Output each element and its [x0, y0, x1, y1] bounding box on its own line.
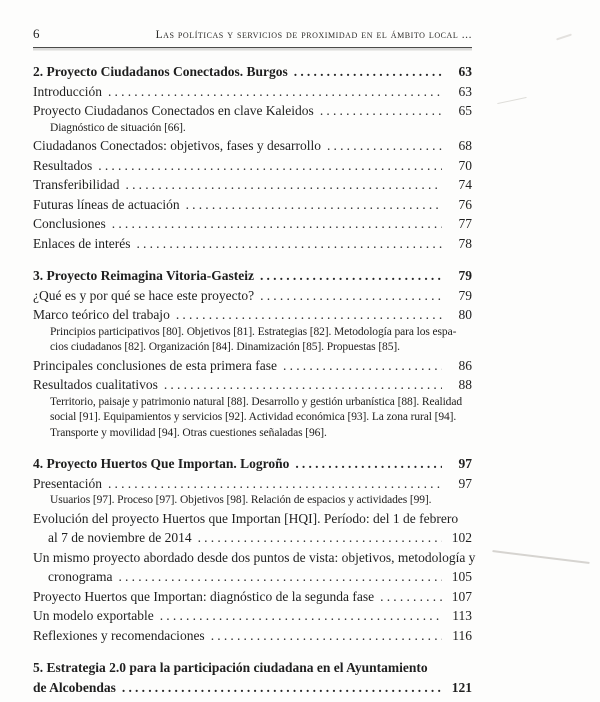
toc-subentry: Usuarios [97]. Proceso [97]. Objetivos [98]. Relación de espacios y actividades [99]. — [50, 494, 432, 506]
toc-entry-label: Ciudadanos Conectados: objetivos, fases y desarrollo — [33, 138, 321, 153]
toc-entry-label: Resultados — [33, 157, 93, 173]
toc-entry — [33, 454, 472, 474]
toc-entry-label: Enlaces de interés — [33, 235, 131, 251]
toc-page-number: 121 — [451, 679, 472, 695]
dot-leader — [198, 528, 442, 548]
toc-entry-label: cronograma — [48, 569, 113, 584]
toc-entry-label: de Alcobendas — [33, 679, 116, 695]
dot-leader — [211, 626, 442, 646]
scan-artifact — [556, 34, 572, 41]
toc-page-number: 113 — [452, 608, 472, 623]
toc-entry-label: Evolución del proyecto Huertos que Importan [HQI]. Período: del 1 de febrero — [33, 510, 459, 526]
dot-leader — [160, 606, 442, 626]
toc-page-number: 107 — [451, 588, 472, 604]
dot-leader — [108, 82, 442, 102]
toc-page-number: 88 — [458, 377, 472, 392]
toc-page-number: 116 — [452, 627, 472, 643]
dot-leader — [126, 175, 443, 195]
dot-leader — [260, 266, 442, 286]
page-number: 6 — [33, 26, 40, 41]
toc — [33, 62, 476, 697]
toc-entry — [33, 305, 472, 325]
toc-entry-label: al 7 de noviembre de 2014 — [48, 530, 192, 545]
toc-page-number: 97 — [458, 475, 472, 491]
dot-leader — [283, 356, 442, 376]
toc-entry-label: Transferibilidad — [33, 177, 120, 192]
toc-entry — [33, 509, 472, 529]
toc-entry — [33, 548, 476, 568]
toc-entry-label: ¿Qué es y por qué se hace este proyecto? — [33, 287, 255, 303]
dot-leader — [176, 305, 442, 325]
toc-page-number: 78 — [458, 235, 472, 251]
dot-leader — [380, 587, 442, 607]
toc-entry-label: 2. Proyecto Ciudadanos Conectados. Burgos — [33, 64, 288, 79]
toc-entry-label: Conclusiones — [33, 216, 106, 231]
toc-entry — [33, 266, 472, 286]
scan-artifact — [492, 550, 589, 564]
toc-page-number: 80 — [458, 307, 472, 322]
toc-entry — [33, 101, 472, 121]
toc-entry — [33, 195, 472, 215]
toc-entry-label: Un mismo proyecto abordado desde dos puntos de vista: objetivos, metodología y — [33, 549, 476, 565]
dot-leader — [294, 62, 442, 82]
toc-entry-label: Futuras líneas de actuación — [33, 196, 180, 212]
toc-entry — [33, 234, 472, 254]
toc-page-number: 63 — [458, 83, 472, 99]
toc-entry — [33, 156, 472, 176]
dot-leader — [320, 101, 442, 121]
dot-leader — [118, 567, 442, 587]
toc-entry-label: Principales conclusiones de esta primera fase — [33, 357, 278, 373]
toc-entry — [33, 658, 472, 678]
toc-page-number: 68 — [458, 138, 472, 153]
dot-leader — [327, 136, 442, 156]
toc-entry-label: 4. Proyecto Huertos Que Importan. Logroño — [33, 456, 290, 471]
toc-page-number: 97 — [458, 456, 472, 471]
toc-page-number: 102 — [451, 530, 472, 545]
toc-page-number: 76 — [458, 196, 472, 212]
toc-entry — [33, 375, 472, 395]
toc-entry-label: Marco teórico del trabajo — [33, 307, 170, 322]
toc-entry — [33, 528, 472, 548]
toc-section — [33, 266, 472, 441]
toc-entry-label: 3. Proyecto Reimagina Vitoria-Gasteiz — [33, 268, 254, 283]
dot-leader — [122, 678, 442, 698]
toc-page-number: 86 — [458, 357, 472, 373]
toc-section — [33, 62, 472, 253]
toc-entry-label: Presentación — [33, 475, 102, 491]
toc-page-number: 63 — [458, 64, 472, 79]
toc-entry — [33, 678, 472, 698]
toc-subentry: Transporte y movilidad [94]. Otras cuestiones señaladas [96]. — [50, 426, 327, 439]
toc-page-number: 74 — [458, 177, 472, 192]
toc-subentry: social [91]. Equipamientos y servicios [92]. Actividad económica [93]. La zona rural [94]. — [50, 411, 457, 423]
toc-entry — [33, 82, 472, 102]
page-header — [33, 26, 472, 48]
dot-leader — [98, 156, 442, 176]
toc-subentry: Principios participativos [80]. Objetivos [81]. Estrategias [82]. Metodología para los espa- — [50, 325, 457, 338]
toc-entry — [33, 606, 472, 626]
dot-leader — [295, 454, 442, 474]
toc-section — [33, 658, 472, 697]
dot-leader — [186, 195, 442, 215]
toc-entry — [33, 286, 472, 306]
dot-leader — [164, 375, 442, 395]
scan-artifact — [497, 97, 527, 105]
toc-page-number: 105 — [451, 569, 472, 584]
toc-page-number: 70 — [458, 157, 472, 173]
toc-section — [33, 454, 476, 645]
toc-entry — [33, 356, 472, 376]
toc-entry — [33, 587, 472, 607]
toc-entry — [33, 62, 472, 82]
toc-entry — [33, 214, 472, 234]
toc-entry — [33, 136, 472, 156]
toc-subentry: cios ciudadanos [82]. Organización [84]. Dinamización [85]. Propuestas [85]. — [50, 341, 400, 353]
toc-entry — [33, 626, 472, 646]
toc-entry — [33, 474, 472, 494]
dot-leader — [136, 234, 442, 254]
toc-entry-label: Introducción — [33, 83, 102, 99]
toc-entry-label: 5. Estrategia 2.0 para la participación ciudadana en el Ayuntamiento — [33, 660, 428, 675]
toc-entry-label: Resultados cualitativos — [33, 377, 158, 392]
toc-subentry: Diagnóstico de situación [66]. — [50, 121, 186, 134]
dot-leader — [108, 474, 442, 494]
toc-page-number: 77 — [458, 216, 472, 231]
toc-page-number: 79 — [458, 287, 472, 303]
toc-page-number: 65 — [458, 103, 472, 118]
toc-entry-label: Proyecto Ciudadanos Conectados en clave Kaleidos — [33, 103, 314, 118]
toc-entry-label: Un modelo exportable — [33, 608, 154, 623]
running-title: Las políticas y servicios de proximidad en el ámbito local ... — [155, 29, 472, 41]
dot-leader — [260, 286, 442, 306]
toc-page-number: 79 — [458, 268, 472, 283]
dot-leader — [112, 214, 442, 234]
toc-entry — [33, 567, 472, 587]
toc-subentry: Territorio, paisaje y patrimonio natural [88]. Desarrollo y gestión urbanística [88]. Realidad — [50, 395, 462, 408]
toc-entry — [33, 175, 472, 195]
toc-entry-label: Proyecto Huertos que Importan: diagnóstico de la segunda fase — [33, 588, 375, 604]
toc-entry-label: Reflexiones y recomendaciones — [33, 627, 205, 643]
